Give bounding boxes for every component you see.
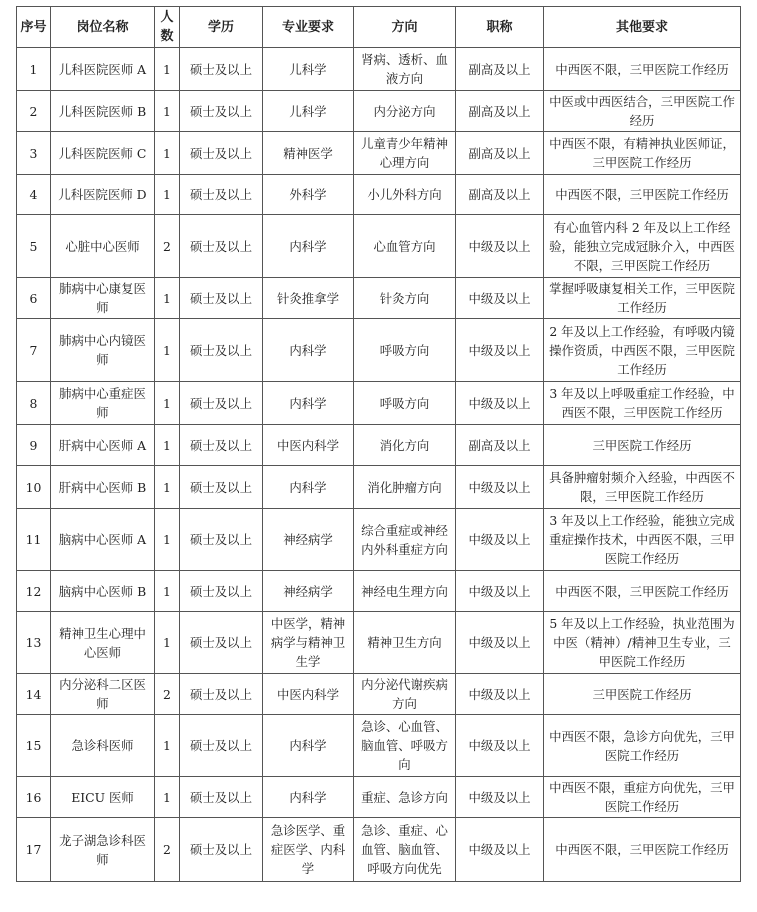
table-cell: 三甲医院工作经历 bbox=[544, 425, 741, 466]
table-cell: 中西医不限，三甲医院工作经历 bbox=[544, 48, 741, 91]
table-cell: 急诊科医师 bbox=[51, 715, 155, 777]
table-cell: 中西医不限，急诊方向优先，三甲医院工作经历 bbox=[544, 715, 741, 777]
header-cell: 职称 bbox=[456, 7, 544, 48]
table-cell: 硕士及以上 bbox=[180, 466, 263, 509]
table-cell: 硕士及以上 bbox=[180, 509, 263, 571]
table-cell: 副高及以上 bbox=[456, 91, 544, 132]
table-cell: 儿科医院医师 D bbox=[51, 175, 155, 215]
table-cell: 硕士及以上 bbox=[180, 818, 263, 882]
table-cell: 内科学 bbox=[263, 215, 354, 278]
table-row bbox=[17, 132, 741, 175]
table-cell: 精神卫生心理中心医师 bbox=[51, 612, 155, 674]
table-row bbox=[17, 48, 741, 91]
table-cell: 中级及以上 bbox=[456, 674, 544, 715]
table-cell: 儿童青少年精神心理方向 bbox=[354, 132, 456, 175]
table-cell: 1 bbox=[155, 91, 180, 132]
table-cell: 硕士及以上 bbox=[180, 777, 263, 818]
table-cell: 重症、急诊方向 bbox=[354, 777, 456, 818]
table-cell: 12 bbox=[17, 571, 51, 612]
table-cell: 2 bbox=[155, 818, 180, 882]
table-cell: 内分泌方向 bbox=[354, 91, 456, 132]
table-cell: 硕士及以上 bbox=[180, 215, 263, 278]
table-cell: 儿科学 bbox=[263, 48, 354, 91]
table-cell: 外科学 bbox=[263, 175, 354, 215]
table-cell: 呼吸方向 bbox=[354, 319, 456, 382]
table-cell: 中西医不限，有精神执业医师证，三甲医院工作经历 bbox=[544, 132, 741, 175]
table-cell: 肝病中心医师 A bbox=[51, 425, 155, 466]
table-cell: 3 年及以上工作经验，能独立完成重症操作技术，中西医不限，三甲医院工作经历 bbox=[544, 509, 741, 571]
table-cell: 3 bbox=[17, 132, 51, 175]
table-cell: 针灸推拿学 bbox=[263, 278, 354, 319]
table-cell: 儿科医院医师 C bbox=[51, 132, 155, 175]
table-cell: 综合重症或神经内外科重症方向 bbox=[354, 509, 456, 571]
table-cell: 5 bbox=[17, 215, 51, 278]
table-cell: 心血管方向 bbox=[354, 215, 456, 278]
table-cell: 中医或中西医结合，三甲医院工作经历 bbox=[544, 91, 741, 132]
table-cell: 1 bbox=[155, 48, 180, 91]
table-cell: 1 bbox=[155, 571, 180, 612]
table-cell: 2 年及以上工作经验，有呼吸内镜操作资质，中西医不限，三甲医院工作经历 bbox=[544, 319, 741, 382]
table-cell: 2 bbox=[155, 674, 180, 715]
table-cell: 儿科医院医师 B bbox=[51, 91, 155, 132]
table-cell: 内分泌代谢疾病方向 bbox=[354, 674, 456, 715]
table-cell: 中级及以上 bbox=[456, 612, 544, 674]
table-cell: 硕士及以上 bbox=[180, 91, 263, 132]
table-cell: 消化肿瘤方向 bbox=[354, 466, 456, 509]
table-row bbox=[17, 175, 741, 215]
header-cell: 人数 bbox=[155, 7, 180, 48]
table-cell: 内科学 bbox=[263, 777, 354, 818]
table-cell: 14 bbox=[17, 674, 51, 715]
table-row bbox=[17, 509, 741, 571]
table-cell: EICU 医师 bbox=[51, 777, 155, 818]
table-cell: 中级及以上 bbox=[456, 571, 544, 612]
table-row bbox=[17, 612, 741, 674]
table-row bbox=[17, 425, 741, 466]
table-row bbox=[17, 466, 741, 509]
table-cell: 硕士及以上 bbox=[180, 48, 263, 91]
table-cell: 内科学 bbox=[263, 466, 354, 509]
table-cell: 急诊、心血管、脑血管、呼吸方向 bbox=[354, 715, 456, 777]
table-cell: 有心血管内科 2 年及以上工作经验，能独立完成冠脉介入，中西医不限，三甲医院工作经历 bbox=[544, 215, 741, 278]
table-cell: 2 bbox=[17, 91, 51, 132]
table-cell: 15 bbox=[17, 715, 51, 777]
table-cell: 中医学，精神病学与精神卫生学 bbox=[263, 612, 354, 674]
table-cell: 中医内科学 bbox=[263, 425, 354, 466]
positions-table bbox=[16, 6, 741, 882]
header-cell: 岗位名称 bbox=[51, 7, 155, 48]
table-cell: 硕士及以上 bbox=[180, 175, 263, 215]
table-cell: 硕士及以上 bbox=[180, 715, 263, 777]
table-cell: 中西医不限，三甲医院工作经历 bbox=[544, 818, 741, 882]
table-cell: 呼吸方向 bbox=[354, 382, 456, 425]
table-cell: 三甲医院工作经历 bbox=[544, 674, 741, 715]
header-cell: 方向 bbox=[354, 7, 456, 48]
table-cell: 神经病学 bbox=[263, 571, 354, 612]
table-cell: 硕士及以上 bbox=[180, 278, 263, 319]
header-row bbox=[17, 7, 741, 48]
table-row bbox=[17, 382, 741, 425]
table-cell: 脑病中心医师 B bbox=[51, 571, 155, 612]
table-cell: 小儿外科方向 bbox=[354, 175, 456, 215]
table-cell: 急诊医学、重症医学、内科学 bbox=[263, 818, 354, 882]
table-cell: 龙子湖急诊科医师 bbox=[51, 818, 155, 882]
table-cell: 急诊、重症、心血管、脑血管、呼吸方向优先 bbox=[354, 818, 456, 882]
table-cell: 硕士及以上 bbox=[180, 612, 263, 674]
table-cell: 脑病中心医师 A bbox=[51, 509, 155, 571]
table-cell: 1 bbox=[155, 132, 180, 175]
table-cell: 内分泌科二区医师 bbox=[51, 674, 155, 715]
table-cell: 副高及以上 bbox=[456, 132, 544, 175]
table-cell: 1 bbox=[155, 175, 180, 215]
table-cell: 内科学 bbox=[263, 319, 354, 382]
table-cell: 9 bbox=[17, 425, 51, 466]
table-cell: 中级及以上 bbox=[456, 382, 544, 425]
table-cell: 消化方向 bbox=[354, 425, 456, 466]
table-cell: 硕士及以上 bbox=[180, 319, 263, 382]
table-cell: 1 bbox=[155, 466, 180, 509]
table-row bbox=[17, 319, 741, 382]
table-cell: 1 bbox=[155, 278, 180, 319]
table-cell: 中级及以上 bbox=[456, 818, 544, 882]
table-cell: 硕士及以上 bbox=[180, 382, 263, 425]
table-cell: 1 bbox=[155, 382, 180, 425]
table-cell: 16 bbox=[17, 777, 51, 818]
table-cell: 1 bbox=[17, 48, 51, 91]
table-cell: 7 bbox=[17, 319, 51, 382]
table-row bbox=[17, 215, 741, 278]
table-cell: 1 bbox=[155, 777, 180, 818]
table-cell: 中西医不限，三甲医院工作经历 bbox=[544, 175, 741, 215]
table-row bbox=[17, 715, 741, 777]
table-cell: 中级及以上 bbox=[456, 215, 544, 278]
table-cell: 1 bbox=[155, 612, 180, 674]
table-cell: 针灸方向 bbox=[354, 278, 456, 319]
table-cell: 8 bbox=[17, 382, 51, 425]
table-cell: 中级及以上 bbox=[456, 319, 544, 382]
table-cell: 中级及以上 bbox=[456, 278, 544, 319]
table-cell: 3 年及以上呼吸重症工作经验，中西医不限，三甲医院工作经历 bbox=[544, 382, 741, 425]
table-cell: 11 bbox=[17, 509, 51, 571]
table-cell: 硕士及以上 bbox=[180, 571, 263, 612]
table-cell: 掌握呼吸康复相关工作，三甲医院工作经历 bbox=[544, 278, 741, 319]
table-cell: 儿科医院医师 A bbox=[51, 48, 155, 91]
table-cell: 内科学 bbox=[263, 382, 354, 425]
table-cell: 儿科学 bbox=[263, 91, 354, 132]
table-cell: 肝病中心医师 B bbox=[51, 466, 155, 509]
table-cell: 肺病中心康复医师 bbox=[51, 278, 155, 319]
table-cell: 具备肿瘤射频介入经验，中西医不限，三甲医院工作经历 bbox=[544, 466, 741, 509]
table-cell: 中级及以上 bbox=[456, 466, 544, 509]
table-cell: 心脏中心医师 bbox=[51, 215, 155, 278]
table-cell: 中西医不限，重症方向优先，三甲医院工作经历 bbox=[544, 777, 741, 818]
table-cell: 2 bbox=[155, 215, 180, 278]
table-cell: 副高及以上 bbox=[456, 175, 544, 215]
table-cell: 17 bbox=[17, 818, 51, 882]
table-cell: 肺病中心内镜医师 bbox=[51, 319, 155, 382]
table-row bbox=[17, 91, 741, 132]
table-cell: 中医内科学 bbox=[263, 674, 354, 715]
table-row bbox=[17, 571, 741, 612]
table-cell: 精神医学 bbox=[263, 132, 354, 175]
table-cell: 1 bbox=[155, 319, 180, 382]
table-cell: 神经病学 bbox=[263, 509, 354, 571]
table-cell: 中级及以上 bbox=[456, 509, 544, 571]
table-cell: 13 bbox=[17, 612, 51, 674]
header-cell: 专业要求 bbox=[263, 7, 354, 48]
header-cell: 序号 bbox=[17, 7, 51, 48]
table-cell: 1 bbox=[155, 509, 180, 571]
table-cell: 中级及以上 bbox=[456, 777, 544, 818]
table-row bbox=[17, 777, 741, 818]
table-cell: 精神卫生方向 bbox=[354, 612, 456, 674]
table-cell: 1 bbox=[155, 715, 180, 777]
table-cell: 5 年及以上工作经验，执业范围为中医（精神）/精神卫生专业，三甲医院工作经历 bbox=[544, 612, 741, 674]
table-row bbox=[17, 278, 741, 319]
table-cell: 肾病、透析、血液方向 bbox=[354, 48, 456, 91]
table-cell: 硕士及以上 bbox=[180, 132, 263, 175]
table-cell: 肺病中心重症医师 bbox=[51, 382, 155, 425]
table-cell: 4 bbox=[17, 175, 51, 215]
table-cell: 10 bbox=[17, 466, 51, 509]
table-cell: 内科学 bbox=[263, 715, 354, 777]
table-cell: 中西医不限，三甲医院工作经历 bbox=[544, 571, 741, 612]
table-cell: 神经电生理方向 bbox=[354, 571, 456, 612]
table-row bbox=[17, 674, 741, 715]
table-row bbox=[17, 818, 741, 882]
table-cell: 硕士及以上 bbox=[180, 425, 263, 466]
table-cell: 副高及以上 bbox=[456, 425, 544, 466]
header-cell: 学历 bbox=[180, 7, 263, 48]
table-cell: 6 bbox=[17, 278, 51, 319]
table-cell: 1 bbox=[155, 425, 180, 466]
header-cell: 其他要求 bbox=[544, 7, 741, 48]
table-cell: 中级及以上 bbox=[456, 715, 544, 777]
table-cell: 硕士及以上 bbox=[180, 674, 263, 715]
table-cell: 副高及以上 bbox=[456, 48, 544, 91]
